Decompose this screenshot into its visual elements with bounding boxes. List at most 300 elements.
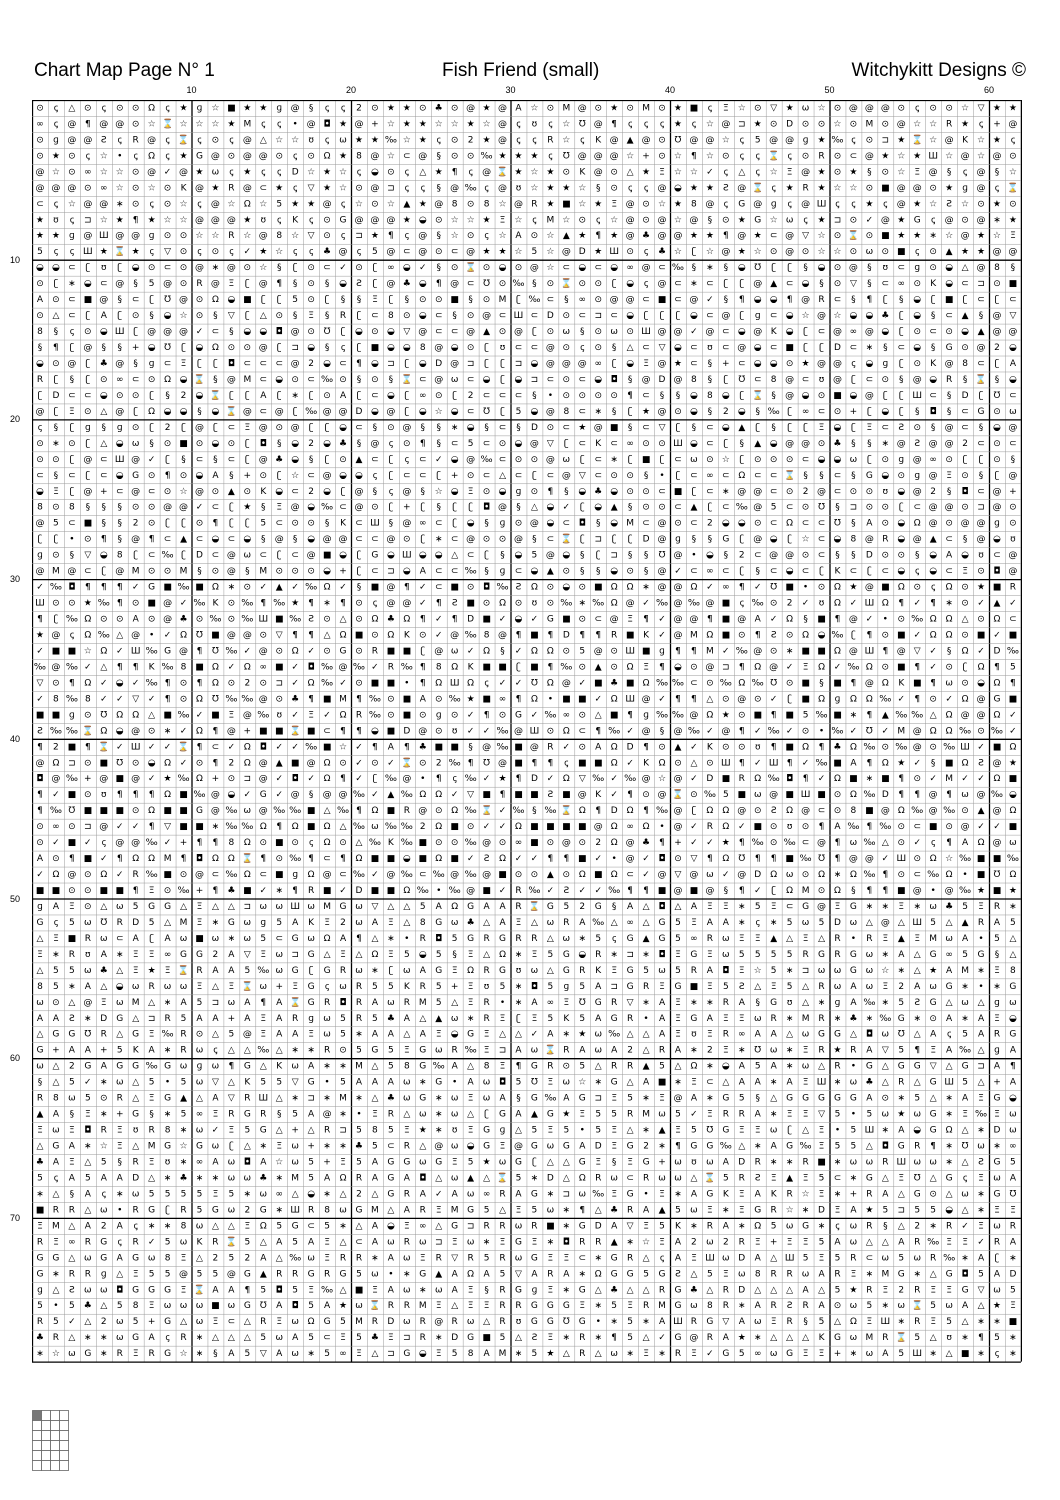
stitch-symbol: ⊙ [435,694,443,704]
stitch-symbol: @ [753,279,762,289]
stitch-symbol: ω [850,1333,858,1343]
stitch-symbol: Ξ [739,1205,745,1215]
stitch-symbol: ∗ [770,1158,778,1168]
stitch-symbol: 5 [165,1237,171,1247]
stitch-symbol: ω [786,870,794,880]
stitch-symbol: M [802,886,810,896]
stitch-symbol: ⊂ [786,279,794,289]
stitch-symbol: K [563,1014,570,1024]
stitch-symbol: 2 [244,1253,250,1263]
stitch-symbol: ◒ [897,487,905,497]
stitch-symbol: ω [228,998,236,1008]
stitch-symbol: ⊙ [419,758,427,768]
stitch-symbol: ⊙ [531,870,539,880]
stitch-symbol: G [563,1142,570,1152]
stitch-symbol: ω [690,455,698,465]
stitch-symbol: ⊙ [882,662,890,672]
stitch-symbol: Ʊ [212,694,219,704]
stitch-symbol: @ [259,343,268,353]
stitch-symbol: A [101,311,108,321]
stitch-symbol: ⊙ [929,247,937,257]
stitch-symbol: 8 [53,694,59,704]
stitch-symbol: ◒ [339,279,347,289]
stitch-symbol: ⊂ [770,231,778,241]
stitch-symbol: ▲ [547,567,554,577]
stitch-symbol: Ƨ [946,199,952,209]
stitch-symbol: ★ [722,710,730,720]
stitch-symbol: Ξ [500,1142,506,1152]
stitch-symbol: △ [643,1046,650,1056]
stitch-symbol: ■ [163,870,172,880]
stitch-symbol: ◒ [451,407,459,417]
stitch-symbol: ◒ [770,535,778,545]
stitch-symbol: Ω [244,199,251,209]
stitch-symbol: ʗ [995,295,1000,305]
stitch-symbol: ω [355,918,363,928]
stitch-symbol: ⊐ [594,311,602,321]
stitch-symbol: ⊂ [212,551,220,561]
stitch-symbol: G [627,1189,634,1199]
stitch-symbol: § [309,455,314,465]
stitch-symbol: ✓ [244,646,252,656]
stitch-symbol: @ [354,503,363,513]
stitch-symbol: ★ [323,183,331,193]
stitch-symbol: ‰ [50,583,62,593]
stitch-symbol: ⊂ [594,471,602,481]
stitch-symbol: ¶ [851,678,857,688]
stitch-symbol: ⊂ [164,535,172,545]
stitch-symbol: R [818,295,824,305]
stitch-symbol: ☆ [498,231,506,241]
stitch-symbol: ★ [738,1333,746,1343]
stitch-symbol: 5 [898,1046,904,1056]
stitch-symbol: @ [402,519,411,529]
stitch-symbol: @ [673,630,682,640]
stitch-symbol: K [707,742,714,752]
stitch-symbol: ¶ [420,439,426,449]
stitch-symbol: § [325,519,330,529]
stitch-symbol: A [866,519,873,529]
stitch-symbol: § [357,295,362,305]
stitch-symbol: R [483,934,489,944]
stitch-symbol: 5 [627,1333,633,1343]
stitch-symbol: @ [992,758,1001,768]
stitch-symbol: @ [849,646,858,656]
stitch-symbol: + [180,838,188,848]
stitch-symbol: A [388,1253,395,1263]
stitch-symbol: ω [515,1253,523,1263]
stitch-symbol: ■ [658,1078,667,1088]
stitch-symbol: Ξ [500,215,506,225]
stitch-symbol: 5 [563,1126,569,1136]
stitch-symbol: ∞ [499,694,507,704]
stitch-symbol: ◒ [690,391,698,401]
stitch-symbol: ☆ [610,215,618,225]
stitch-symbol: G [499,934,506,944]
stitch-symbol: ⌛ [1007,181,1018,193]
stitch-symbol: ʗ [500,359,505,369]
stitch-symbol: • [117,151,122,161]
stitch-symbol: A [962,838,969,848]
stitch-symbol: Ω [962,758,969,768]
stitch-symbol: R [898,1078,904,1088]
stitch-symbol: R [627,1253,633,1263]
stitch-symbol: K [468,662,475,672]
stitch-symbol: ✓ [866,615,874,625]
stitch-symbol: @ [881,215,890,225]
stitch-symbol: ★ [578,231,586,241]
stitch-symbol: ★ [84,599,92,609]
stitch-symbol: ¶ [500,790,506,800]
stitch-symbol: △ [627,1126,634,1136]
stitch-symbol: ∗ [690,1221,698,1231]
stitch-symbol: Ξ [611,1094,617,1104]
stitch-symbol: @ [642,375,651,385]
stitch-symbol: ¶ [771,742,777,752]
stitch-symbol: Ω [403,615,410,625]
stitch-symbol: ♣ [690,1285,698,1295]
stitch-symbol: 5 [978,1269,984,1279]
stitch-symbol: Ξ [468,1126,474,1136]
stitch-symbol: § [484,519,489,529]
stitch-symbol: @ [466,247,475,257]
stitch-symbol: ◒ [562,551,570,561]
stitch-symbol: ⊙ [547,279,555,289]
stitch-symbol: 2 [436,758,442,768]
stitch-symbol: ⊂ [547,295,555,305]
stitch-symbol: G [36,1269,43,1279]
stitch-symbol: ɡ [835,998,841,1008]
stitch-symbol: ʗ [628,455,633,465]
stitch-symbol: ⊙ [307,263,315,273]
stitch-symbol: ∗ [706,998,714,1008]
stitch-symbol: ★ [674,359,682,369]
stitch-symbol: ■ [275,838,284,848]
stitch-symbol: ⊂ [499,391,507,401]
stitch-symbol: 5 [787,950,793,960]
stitch-symbol: ¶ [372,742,378,752]
stitch-symbol: ◒ [770,359,778,369]
stitch-symbol: @ [498,119,507,129]
stitch-symbol: ⊙ [834,1301,842,1311]
stitch-symbol: ¶ [595,630,601,640]
stitch-symbol: ⊙ [547,599,555,609]
stitch-symbol: 2 [787,599,793,609]
stitch-symbol: A [292,918,299,928]
stitch-symbol: ★ [243,503,251,513]
stitch-symbol: ∞ [945,950,953,960]
stitch-symbol: 5 [771,1221,777,1231]
stitch-symbol: Ξ [308,1030,314,1040]
stitch-symbol: 5 [835,1285,841,1295]
stitch-symbol: ʊ [165,1158,171,1168]
stitch-symbol: G [164,1317,171,1327]
stitch-symbol: ◒ [913,1126,921,1136]
stitch-symbol: G [659,934,666,944]
stitch-symbol: A [452,1189,459,1199]
stitch-symbol: G [116,1062,123,1072]
stitch-symbol: ∗ [993,215,1001,225]
stitch-symbol: ■ [897,247,906,257]
stitch-symbol: ω [196,1317,204,1327]
stitch-symbol: ⌛ [912,1299,923,1311]
stitch-symbol: ʗ [389,455,394,465]
stitch-symbol: @ [323,870,332,880]
stitch-symbol: ★ [674,119,682,129]
stitch-symbol: 5 [165,1269,171,1279]
stitch-symbol: ♣ [435,103,443,113]
stitch-symbol: ‰ [321,1285,333,1295]
stitch-symbol: ∗ [977,966,985,976]
stitch-symbol: ⊂ [132,295,140,305]
stitch-symbol: △ [675,1062,682,1072]
stitch-symbol: ★ [849,583,857,593]
stitch-symbol: ʗ [373,774,378,784]
stitch-symbol: 5 [101,1158,107,1168]
stitch-symbol: ⊙ [403,535,411,545]
stitch-symbol: ⊙ [547,583,555,593]
column-number: 30 [505,85,515,95]
stitch-symbol: Ω [244,742,251,752]
stitch-symbol: Ξ [978,902,984,912]
stitch-symbol: ◒ [403,263,411,273]
stitch-symbol: @ [673,551,682,561]
stitch-symbol: Ξ [53,1237,59,1247]
stitch-symbol: @ [658,567,667,577]
stitch-symbol: + [451,982,459,992]
stitch-symbol: ‰ [831,726,843,736]
stitch-symbol: ‰ [863,838,875,848]
stitch-symbol: ✓ [977,822,985,832]
stitch-symbol: ⊂ [642,295,650,305]
stitch-symbol: ◒ [929,567,937,577]
stitch-symbol: ω [834,982,842,992]
stitch-symbol: △ [627,1285,634,1295]
stitch-symbol: 5 [452,934,458,944]
stitch-symbol: Ξ [707,1110,713,1120]
stitch-symbol: R [707,822,713,832]
stitch-symbol: △ [595,1205,602,1215]
stitch-symbol: @ [562,247,571,257]
stitch-symbol: Ξ [962,1110,968,1120]
stitch-symbol: ✓ [116,694,124,704]
stitch-symbol: ■ [1009,694,1018,704]
stitch-symbol: 5 [627,1317,633,1327]
stitch-symbol: G [690,950,697,960]
stitch-symbol: ⊂ [610,311,618,321]
stitch-symbol: ■ [945,295,954,305]
stitch-symbol: △ [324,630,331,640]
stitch-symbol: ⌛ [497,1171,508,1183]
stitch-symbol: § [245,567,250,577]
stitch-symbol: ⊂ [435,519,443,529]
stitch-symbol: 5 [803,710,809,720]
stitch-symbol: Ξ [356,1349,362,1359]
stitch-symbol: ʗ [325,295,330,305]
stitch-symbol: Ξ [930,1317,936,1327]
stitch-symbol: § [771,391,776,401]
stitch-symbol: § [947,391,952,401]
stitch-symbol: ⊙ [196,1030,204,1040]
stitch-symbol: Ω [244,870,251,880]
stitch-symbol: ⊂ [547,471,555,481]
stitch-symbol: △ [690,1269,697,1279]
stitch-symbol: ¶ [229,1062,235,1072]
stitch-symbol: ʗ [580,503,585,513]
stitch-symbol: 5 [292,1110,298,1120]
stitch-symbol: Ξ [739,966,745,976]
stitch-symbol: ω [818,966,826,976]
stitch-symbol: G [706,1142,713,1152]
stitch-symbol: @ [386,583,395,593]
stitch-symbol: ⊙ [690,662,698,672]
stitch-symbol: @ [259,151,268,161]
stitch-symbol: Ξ [548,1253,554,1263]
stitch-symbol: + [403,503,411,513]
stitch-symbol: ʗ [181,423,186,433]
stitch-symbol: Ω [834,583,841,593]
stitch-symbol: ‰ [401,662,413,672]
stitch-symbol: ꞔ [54,119,59,129]
stitch-symbol: ✓ [515,678,523,688]
stitch-symbol: ◒ [626,311,634,321]
stitch-symbol: △ [52,1078,59,1088]
stitch-symbol: ɡ [532,1285,538,1295]
stitch-symbol: Ω [818,662,825,672]
stitch-symbol: Ω [866,694,873,704]
stitch-symbol: ∗ [36,1349,44,1359]
stitch-symbol: ʗ [692,806,697,816]
stitch-symbol: ∗ [706,263,714,273]
stitch-symbol: 5 [755,950,761,960]
stitch-symbol: @ [913,375,922,385]
stitch-symbol: G [930,950,937,960]
stitch-symbol: ¶ [213,726,219,736]
stitch-symbol: @ [562,471,571,481]
stitch-symbol: Ω [244,662,251,672]
stitch-symbol: K [771,327,778,337]
stitch-symbol: Ω [467,1269,474,1279]
row-number: 60 [10,1053,20,1063]
stitch-symbol: ¶ [37,615,43,625]
stitch-symbol: ‰ [385,774,397,784]
stitch-symbol: ☆ [211,119,219,129]
stitch-symbol: § [628,551,633,561]
stitch-symbol: • [324,1078,329,1088]
stitch-symbol: ♣ [84,1301,92,1311]
stitch-symbol: ⌛ [768,149,779,161]
stitch-symbol: R [515,1301,521,1311]
stitch-symbol: A [579,918,586,928]
stitch-symbol: @ [865,854,874,864]
stitch-symbol: 2 [420,822,426,832]
stitch-symbol: Ω [690,583,697,593]
stitch-symbol: ꞔ [293,247,298,257]
stitch-symbol: R [627,1014,633,1024]
stitch-symbol: ⊂ [196,535,204,545]
stitch-symbol: ⊙ [84,902,92,912]
stitch-symbol: R [388,1301,394,1311]
stitch-symbol: @ [179,1269,188,1279]
stitch-symbol: ∞ [68,1237,76,1247]
stitch-symbol: ⊙ [722,151,730,161]
stitch-symbol: 5 [579,1062,585,1072]
stitch-symbol: ☆ [179,215,187,225]
stitch-symbol: ⊂ [483,439,491,449]
stitch-symbol: △ [116,966,123,976]
stitch-symbol: ⊙ [499,710,507,720]
stitch-symbol: ♣ [100,966,108,976]
stitch-symbol: ⊂ [674,503,682,513]
stitch-symbol: ꞔ [405,167,410,177]
stitch-symbol: ⊂ [260,375,268,385]
stitch-symbol: Ξ [627,1301,633,1311]
stitch-symbol: ■ [195,662,204,672]
stitch-symbol: @ [594,646,603,656]
stitch-symbol: ⊐ [387,183,395,193]
stitch-symbol: ‰ [433,1062,445,1072]
stitch-symbol: ʗ [468,503,473,513]
stitch-symbol: ‰ [465,630,477,640]
stitch-symbol: @ [945,503,954,513]
stitch-symbol: @ [705,327,714,337]
stitch-symbol: ☆ [722,135,730,145]
stitch-symbol: ■ [179,806,188,816]
stitch-symbol: ⊂ [706,423,714,433]
stitch-symbol: @ [115,359,124,369]
stitch-symbol: ▲ [276,583,283,593]
stitch-symbol: ⊙ [307,279,315,289]
stitch-symbol: 5 [691,1126,697,1136]
stitch-symbol: A [755,1030,762,1040]
stitch-symbol: ✓ [52,838,60,848]
stitch-symbol: ⊙ [164,439,172,449]
stitch-symbol: Ξ [1010,1205,1016,1215]
stitch-symbol: ∗ [1009,902,1017,912]
stitch-symbol: ■ [211,630,220,640]
stitch-symbol: § [452,311,457,321]
stitch-symbol: @ [195,263,204,273]
stitch-symbol: ʗ [484,343,489,353]
stitch-symbol: + [642,151,650,161]
stitch-symbol: ꞔ [341,199,346,209]
stitch-symbol: △ [340,1189,347,1199]
stitch-symbol: ▲ [786,1173,793,1183]
stitch-symbol: ■ [434,742,443,752]
stitch-symbol: ⊂ [515,391,523,401]
stitch-symbol: ʗ [851,375,856,385]
stitch-symbol: ∗ [180,1126,188,1136]
stitch-symbol: § [293,279,298,289]
stitch-symbol: ★ [993,199,1001,209]
stitch-symbol: G [722,535,729,545]
stitch-symbol: ◒ [722,519,730,529]
stitch-symbol: ■ [562,790,571,800]
stitch-symbol: G [228,918,235,928]
stitch-symbol: R [802,1301,808,1311]
stitch-symbol: ∞ [626,263,634,273]
stitch-symbol: ■ [945,758,954,768]
stitch-symbol: § [724,295,729,305]
stitch-symbol: ω [866,1349,874,1359]
stitch-symbol: ◘ [419,1173,426,1183]
stitch-symbol: ɡ [914,471,920,481]
stitch-symbol: § [293,311,298,321]
stitch-symbol: ‰ [353,822,365,832]
stitch-symbol: ‰ [465,1046,477,1056]
stitch-symbol: Ξ [149,1158,155,1168]
stitch-symbol: ∗ [196,1349,204,1359]
